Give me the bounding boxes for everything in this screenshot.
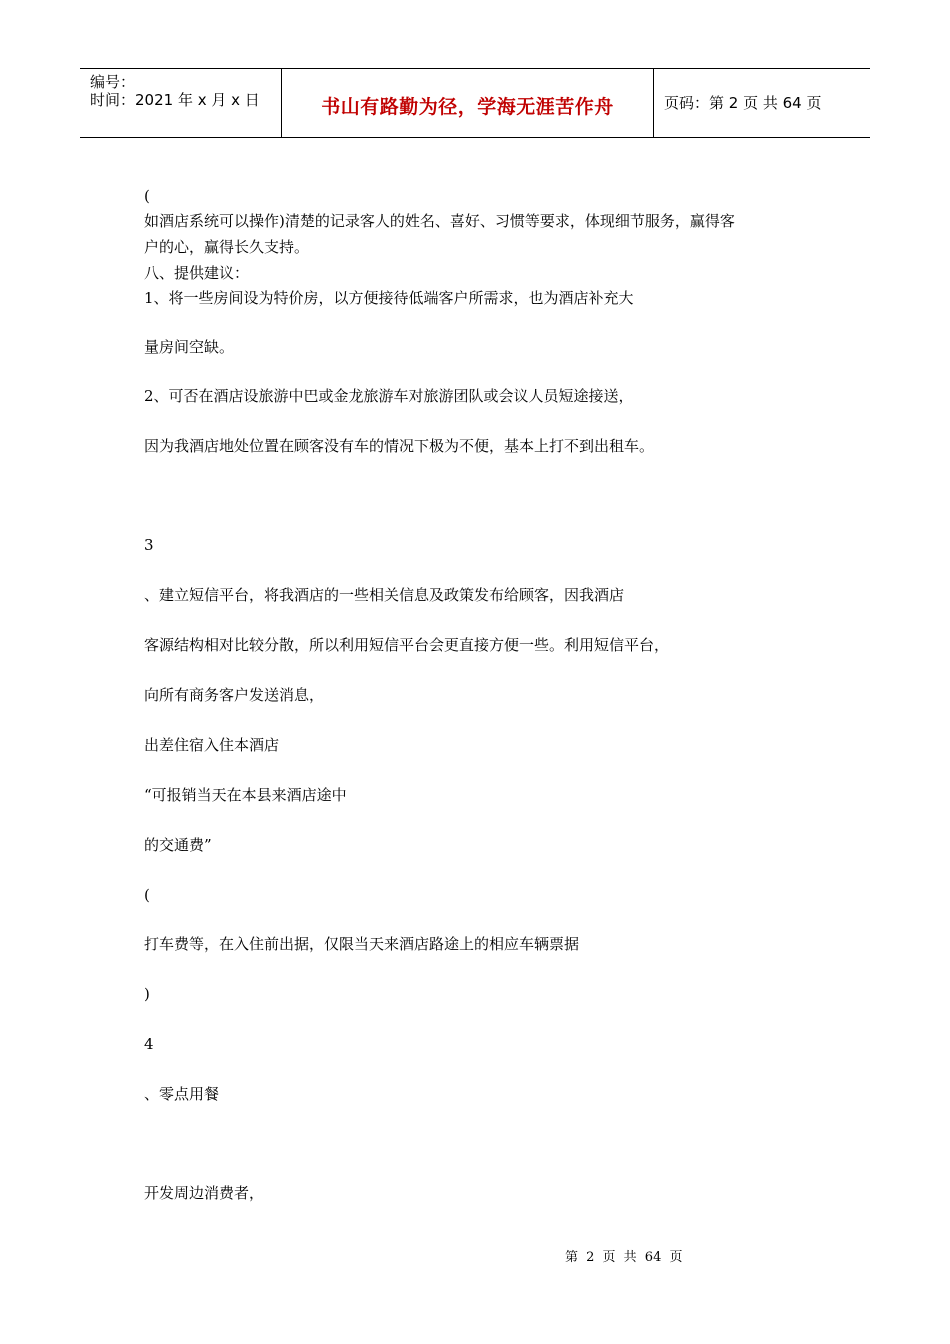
body-line: 、零点用餐 <box>144 1085 220 1103</box>
page-header <box>80 68 870 138</box>
body-line: 1、将一些房间设为特价房，以方便接待低端客户所需求，也为酒店补充大 <box>144 289 634 307</box>
body-line: 客源结构相对比较分散，所以利用短信平台会更直接方便一些。利用短信平台， <box>144 636 670 654</box>
body-line: 打车费等，在入住前出据，仅限当天来酒店路途上的相应车辆票据 <box>144 935 580 953</box>
document-date-label: 时间：2021 年 x 月 x 日 <box>90 91 260 109</box>
body-line: “可报销当天在本县来酒店途中 <box>144 786 347 804</box>
body-line: ( <box>144 187 150 205</box>
footer-page-number: 第 2 页 共 64 页 <box>565 1250 683 1265</box>
body-line: 向所有商务客户发送消息， <box>144 686 325 704</box>
list-number: 4 <box>144 1035 154 1053</box>
body-line: 户的心，赢得长久支持。 <box>144 238 310 256</box>
body-line: ) <box>144 985 150 1003</box>
body-line: 的交通费” <box>144 836 212 854</box>
header-motto: 书山有路勤为径，学海无涯苦作舟 <box>321 96 614 118</box>
body-line: 出差住宿入住本酒店 <box>144 736 280 754</box>
header-meta-cell <box>80 69 281 137</box>
body-line: 量房间空缺。 <box>144 338 235 356</box>
header-page-cell <box>654 69 870 137</box>
body-line: 开发周边消费者， <box>144 1184 265 1202</box>
body-line: ( <box>144 886 150 904</box>
body-line: 如酒店系统可以操作)清楚的记录客人的姓名、喜好、习惯等要求，体现细节服务，赢得客 <box>144 212 735 230</box>
header-motto-cell <box>281 69 654 137</box>
document-number-label: 编号： <box>90 73 136 91</box>
body-line: 、建立短信平台，将我酒店的一些相关信息及政策发布给顾客，因我酒店 <box>144 586 625 604</box>
body-line: 因为我酒店地处位置在顾客没有车的情况下极为不便，基本上打不到出租车。 <box>144 437 655 455</box>
list-number: 3 <box>144 536 154 554</box>
header-page-info: 页码：第 2 页 共 64 页 <box>664 94 822 112</box>
body-line: 2、可否在酒店设旅游中巴或金龙旅游车对旅游团队或会议人员短途接送， <box>144 387 634 405</box>
section-heading: 八、提供建议： <box>144 264 250 282</box>
